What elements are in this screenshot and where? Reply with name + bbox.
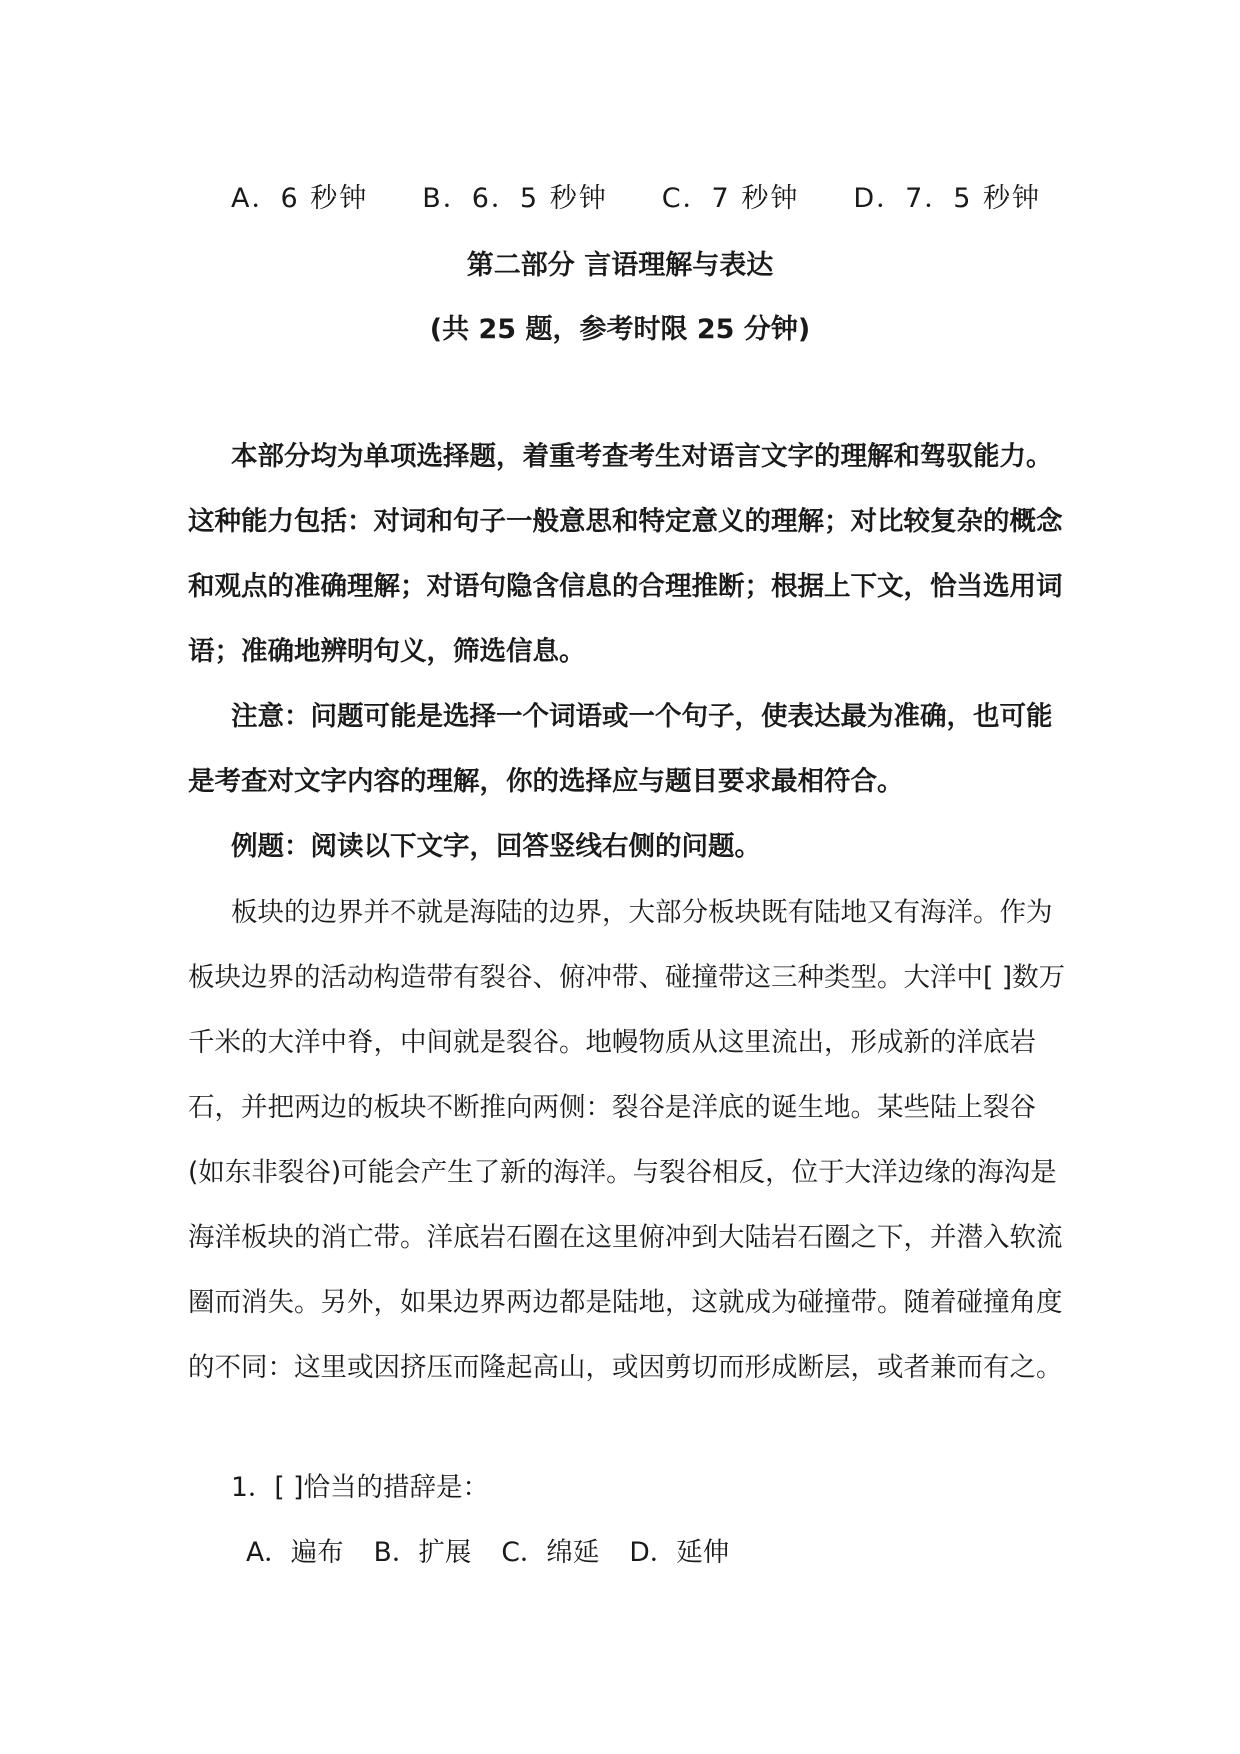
answer-a: A．遍布 [246,1537,344,1568]
choice-b: B．6．5 秒钟 [422,183,608,214]
choice-d: D．7．5 秒钟 [853,183,1042,214]
intro-paragraph: 本部分均为单项选择题，着重考查考生对语言文字的理解和驾驭能力。这种能力包括：对词和句子一般意思和特定意义的理解；对比较复杂的概念和观点的准确理解；对语句隐含信息的合理推断；根据上下文，恰当选用词语；准确地辨明句义，筛选信息。 [188,441,1063,667]
answer-d: D．延伸 [629,1537,730,1568]
answer-b: B．扩展 [373,1537,472,1568]
answer-c: C．绵延 [501,1537,600,1568]
choice-c: C．7 秒钟 [661,183,800,214]
previous-question-choices [231,176,1041,215]
section-title: 第二部分 言语理解与表达 [466,250,774,281]
reading-passage: 板块的边界并不就是海陆的边界，大部分板块既有陆地又有海洋。作为板块边界的活动构造带有裂谷、俯冲带、碰撞带这三种类型。大洋中[ ]数万千米的大洋中脊，中间就是裂谷。地幔物质从这里流出，形成新的洋底岩石，并把两边的板块不断推向两侧：裂谷是洋底的诞生地。某些陆上裂谷(如东非裂谷)可能会产生了新的海洋。与裂谷相反，位于大洋边缘的海沟是海洋板块的消亡带。洋底岩石圈在这里俯冲到大陆岩石圈之下，并潜入软流圈而消失。另外，如果边界两边都是陆地，这就成为碰撞带。随着碰撞角度的不同：这里或因挤压而隆起高山，或因剪切而形成断层，或者兼而有之。 [188,897,1066,1383]
note-paragraph: 注意：问题可能是选择一个词语或一个句子，使表达最为准确，也可能是考查对文字内容的理解，你的选择应与题目要求最相符合。 [188,701,1053,797]
section-subtitle: (共 25 题，参考时限 25 分钟) [429,314,811,345]
question-1-answers [246,1530,729,1569]
example-label: 例题：阅读以下文字，回答竖线右侧的问题。 [231,831,761,862]
question-1: 1．[ ]恰当的措辞是： [231,1472,489,1503]
choice-a: A．6 秒钟 [231,183,369,214]
